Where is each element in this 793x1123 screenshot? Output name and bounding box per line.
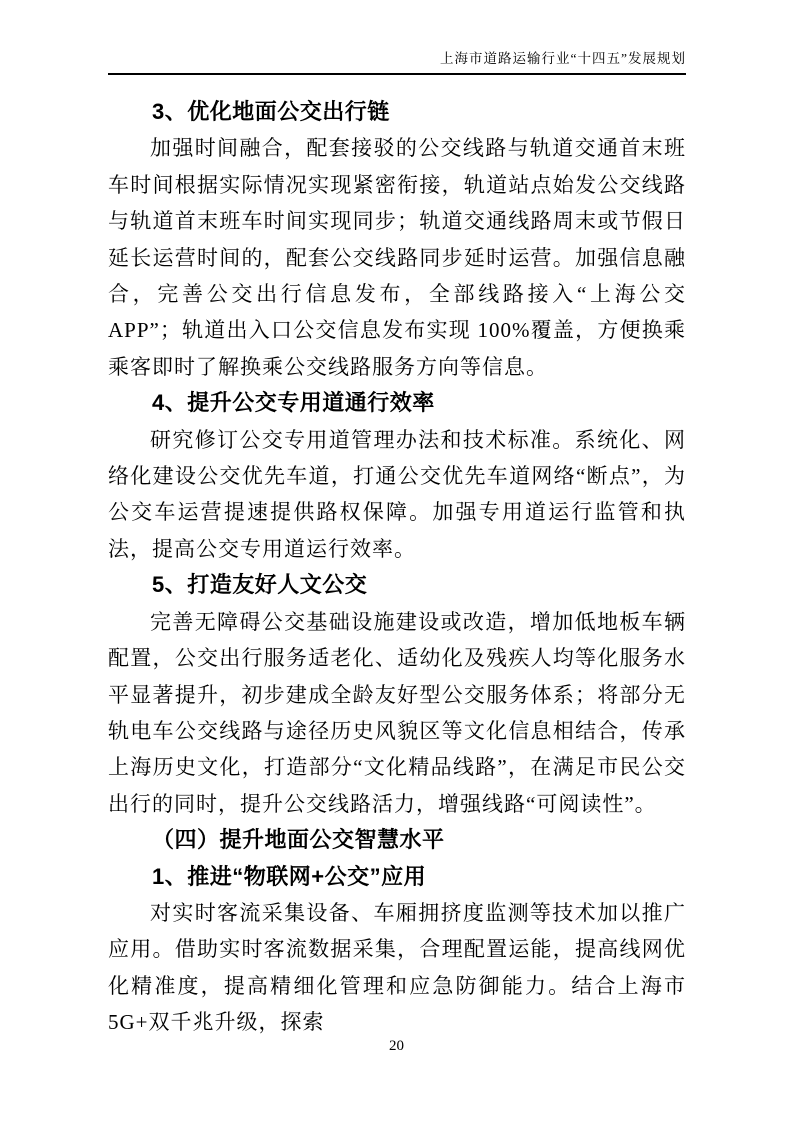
heading-iot-plus-bus: 1、推进“物联网+公交”应用	[152, 863, 427, 889]
paragraph-bus-travel-chain: 加强时间融合，配套接驳的公交线路与轨道交通首末班车时间根据实际情况实现紧密衔接，轨道站点始发公交线路与轨道首末班车时间实现同步；轨道交通线路周末或节假日延长运营时间的，配套公交线路同步延时运营。加强信息融合，完善公交出行信息发布，全部线路接入“上海公交 APP”；轨道出入口公交信息发布实现 100%覆盖，方便换乘乘客即时了解换乘公交线路服务方向等信息。	[108, 136, 686, 379]
page-number: 20	[389, 1038, 404, 1054]
heading-bus-lane-efficiency: 4、提升公交专用道通行效率	[152, 390, 435, 416]
paragraph-iot-plus-bus: 对实时客流采集设备、车厢拥挤度监测等技术加以推广应用。借助实时客流数据采集，合理配置运能，提高线网优化精准度，提高精细化管理和应急防御能力。结合上海市 5G+双千兆升级，探索	[108, 900, 686, 1035]
page-header-title: 上海市道路运输行业“十四五”发展规划	[440, 51, 686, 66]
paragraph-bus-lane-efficiency: 研究修订公交专用道管理办法和技术标准。系统化、网络化建设公交优先车道，打通公交优先车道网络“断点”，为公交车运营提速提供路权保障。加强专用道运行监管和执法，提高公交专用道运行效率。	[108, 427, 686, 561]
document-body	[108, 94, 686, 1041]
header-divider	[108, 73, 686, 75]
paragraph-friendly-humanistic-bus: 完善无障碍公交基础设施建设或改造，增加低地板车辆配置，公交出行服务适老化、适幼化及残疾人均等化服务水平显著提升，初步建成全龄友好型公交服务体系；将部分无轨电车公交线路与途径历史风貌区等文化信息相结合，传承上海历史文化，打造部分“文化精品线路”，在满足市民公交出行的同时，提升公交线路活力，增强线路“可阅读性”。	[108, 609, 686, 816]
heading-section-four-smart-bus: （四）提升地面公交智慧水平	[152, 827, 445, 853]
heading-optimize-bus-travel-chain: 3、优化地面公交出行链	[152, 99, 390, 124]
heading-friendly-humanistic-bus: 5、打造友好人文公交	[152, 572, 368, 598]
